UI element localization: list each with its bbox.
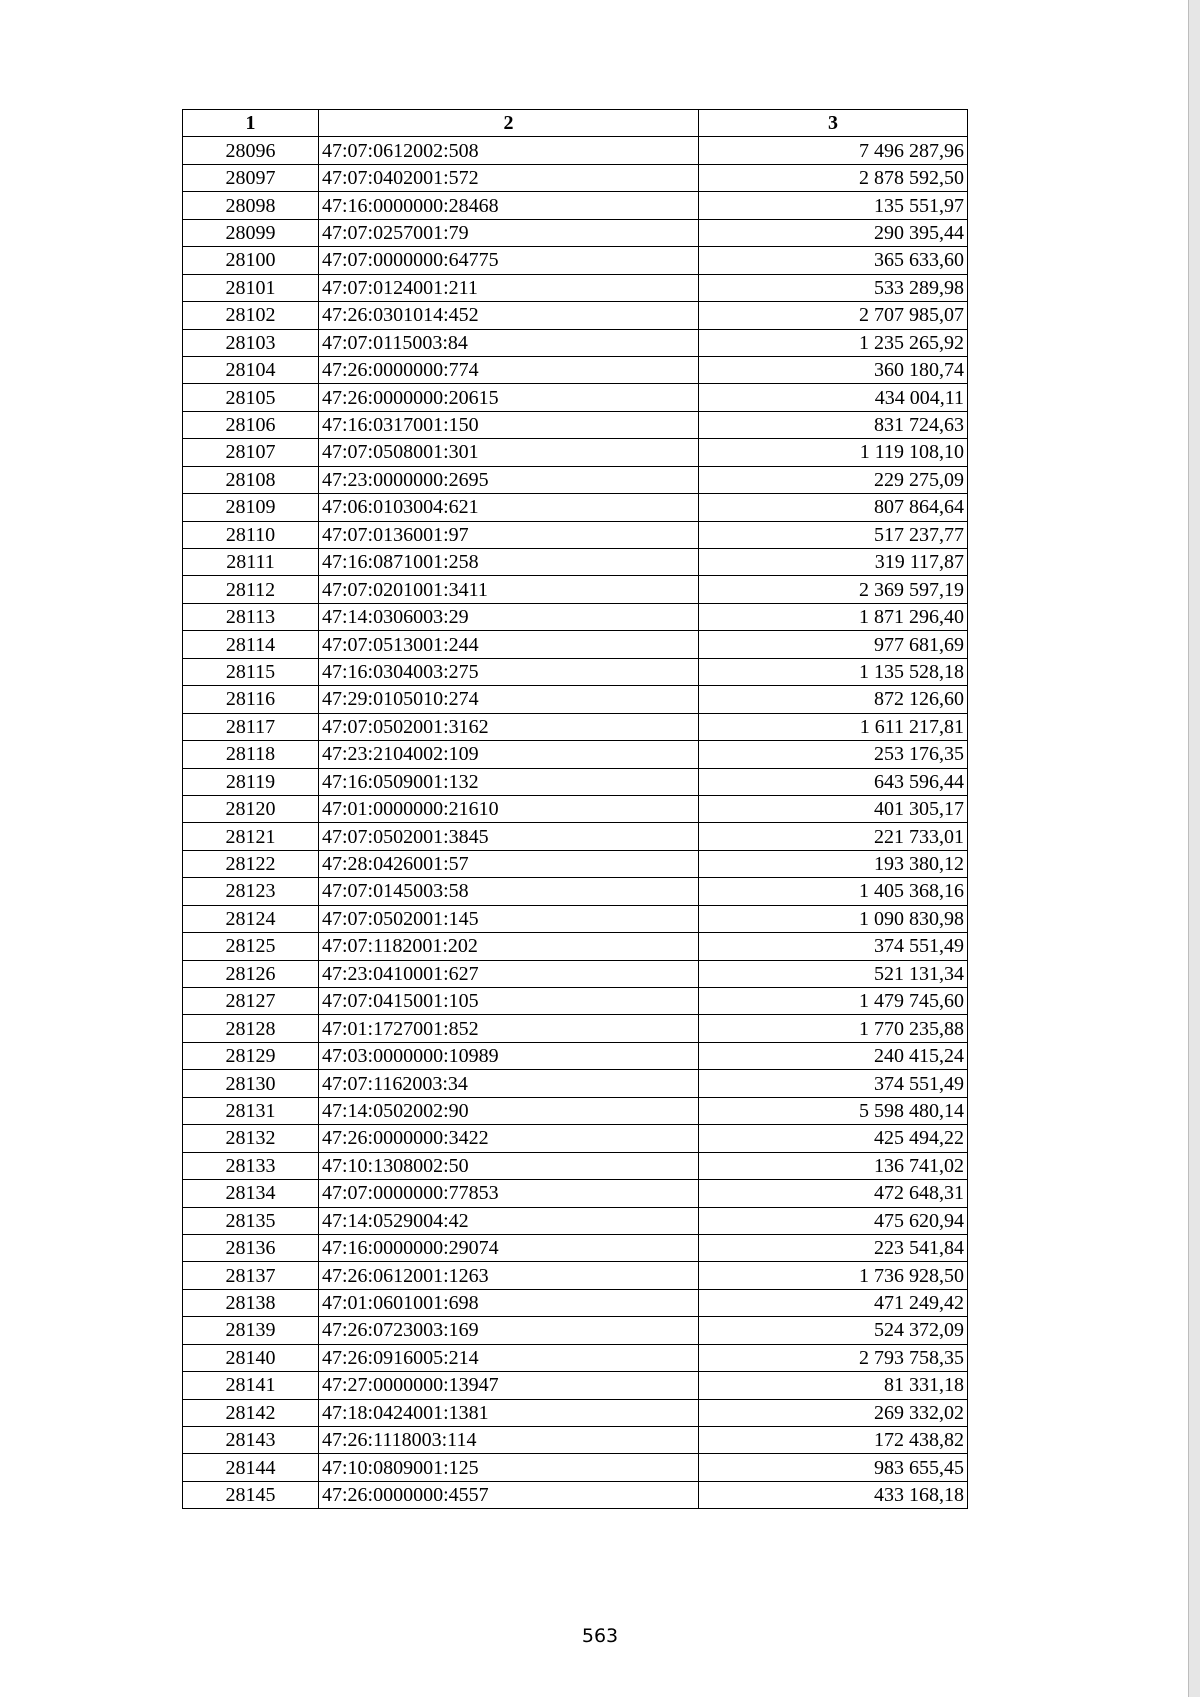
cadastral-number-cell: 47:07:1182001:202 xyxy=(319,933,699,960)
table-row xyxy=(183,1207,968,1234)
value-cell: 360 180,74 xyxy=(699,356,968,383)
row-number-cell: 28100 xyxy=(183,247,319,274)
cadastral-number-cell: 47:26:0301014:452 xyxy=(319,302,699,329)
cadastral-number-cell: 47:29:0105010:274 xyxy=(319,686,699,713)
cadastral-number-cell: 47:07:0000000:77853 xyxy=(319,1180,699,1207)
row-number-cell: 28133 xyxy=(183,1152,319,1179)
table-row xyxy=(183,1042,968,1069)
value-cell: 471 249,42 xyxy=(699,1289,968,1316)
cadastral-number-cell: 47:07:0502001:145 xyxy=(319,905,699,932)
cadastral-number-cell: 47:07:1162003:34 xyxy=(319,1070,699,1097)
table-row xyxy=(183,603,968,630)
row-number-cell: 28138 xyxy=(183,1289,319,1316)
table-row xyxy=(183,1097,968,1124)
row-number-cell: 28098 xyxy=(183,192,319,219)
cadastral-number-cell: 47:16:0304003:275 xyxy=(319,658,699,685)
row-number-cell: 28127 xyxy=(183,988,319,1015)
value-cell: 374 551,49 xyxy=(699,933,968,960)
table-row xyxy=(183,933,968,960)
table-row xyxy=(183,494,968,521)
row-number-cell: 28131 xyxy=(183,1097,319,1124)
value-cell: 434 004,11 xyxy=(699,384,968,411)
value-cell: 136 741,02 xyxy=(699,1152,968,1179)
value-cell: 172 438,82 xyxy=(699,1427,968,1454)
value-cell: 1 770 235,88 xyxy=(699,1015,968,1042)
table-row xyxy=(183,850,968,877)
value-cell: 1 736 928,50 xyxy=(699,1262,968,1289)
value-cell: 319 117,87 xyxy=(699,549,968,576)
value-cell: 1 479 745,60 xyxy=(699,988,968,1015)
row-number-cell: 28111 xyxy=(183,549,319,576)
registry-table xyxy=(182,109,968,1509)
row-number-cell: 28143 xyxy=(183,1427,319,1454)
row-number-cell: 28112 xyxy=(183,576,319,603)
cadastral-number-cell: 47:16:0000000:28468 xyxy=(319,192,699,219)
cadastral-number-cell: 47:07:0513001:244 xyxy=(319,631,699,658)
table-row xyxy=(183,576,968,603)
table-row xyxy=(183,631,968,658)
cadastral-number-cell: 47:07:0502001:3845 xyxy=(319,823,699,850)
value-cell: 983 655,45 xyxy=(699,1454,968,1481)
value-cell: 221 733,01 xyxy=(699,823,968,850)
row-number-cell: 28120 xyxy=(183,795,319,822)
table-row xyxy=(183,1481,968,1508)
cadastral-number-cell: 47:26:0000000:774 xyxy=(319,356,699,383)
value-cell: 1 135 528,18 xyxy=(699,658,968,685)
value-cell: 374 551,49 xyxy=(699,1070,968,1097)
table-row xyxy=(183,1125,968,1152)
value-cell: 472 648,31 xyxy=(699,1180,968,1207)
value-cell: 1 611 217,81 xyxy=(699,713,968,740)
cadastral-number-cell: 47:07:0502001:3162 xyxy=(319,713,699,740)
table-row xyxy=(183,521,968,548)
cadastral-number-cell: 47:07:0508001:301 xyxy=(319,439,699,466)
row-number-cell: 28130 xyxy=(183,1070,319,1097)
row-number-cell: 28137 xyxy=(183,1262,319,1289)
row-number-cell: 28145 xyxy=(183,1481,319,1508)
value-cell: 240 415,24 xyxy=(699,1042,968,1069)
value-cell: 1 871 296,40 xyxy=(699,603,968,630)
value-cell: 524 372,09 xyxy=(699,1317,968,1344)
cadastral-number-cell: 47:16:0509001:132 xyxy=(319,768,699,795)
row-number-cell: 28129 xyxy=(183,1042,319,1069)
row-number-cell: 28136 xyxy=(183,1234,319,1261)
table-row xyxy=(183,713,968,740)
row-number-cell: 28126 xyxy=(183,960,319,987)
cadastral-number-cell: 47:23:0410001:627 xyxy=(319,960,699,987)
table-row xyxy=(183,356,968,383)
row-number-cell: 28105 xyxy=(183,384,319,411)
row-number-cell: 28106 xyxy=(183,411,319,438)
page-number: 563 xyxy=(581,1625,619,1647)
cadastral-number-cell: 47:10:0809001:125 xyxy=(319,1454,699,1481)
cadastral-number-cell: 47:01:1727001:852 xyxy=(319,1015,699,1042)
table-row xyxy=(183,1234,968,1261)
column-header-3: 3 xyxy=(699,110,968,137)
value-cell: 365 633,60 xyxy=(699,247,968,274)
value-cell: 517 237,77 xyxy=(699,521,968,548)
row-number-cell: 28144 xyxy=(183,1454,319,1481)
row-number-cell: 28110 xyxy=(183,521,319,548)
table-row xyxy=(183,439,968,466)
cadastral-number-cell: 47:03:0000000:10989 xyxy=(319,1042,699,1069)
cadastral-number-cell: 47:14:0502002:90 xyxy=(319,1097,699,1124)
row-number-cell: 28139 xyxy=(183,1317,319,1344)
cadastral-number-cell: 47:26:0000000:4557 xyxy=(319,1481,699,1508)
row-number-cell: 28103 xyxy=(183,329,319,356)
table-row xyxy=(183,384,968,411)
cadastral-number-cell: 47:07:0115003:84 xyxy=(319,329,699,356)
value-cell: 1 235 265,92 xyxy=(699,329,968,356)
row-number-cell: 28125 xyxy=(183,933,319,960)
cadastral-number-cell: 47:28:0426001:57 xyxy=(319,850,699,877)
header-row xyxy=(183,110,968,137)
table-row xyxy=(183,549,968,576)
value-cell: 2 707 985,07 xyxy=(699,302,968,329)
value-cell: 81 331,18 xyxy=(699,1372,968,1399)
table-row xyxy=(183,1399,968,1426)
value-cell: 229 275,09 xyxy=(699,466,968,493)
cadastral-number-cell: 47:07:0136001:97 xyxy=(319,521,699,548)
cadastral-number-cell: 47:26:0916005:214 xyxy=(319,1344,699,1371)
cadastral-number-cell: 47:14:0529004:42 xyxy=(319,1207,699,1234)
table-row xyxy=(183,192,968,219)
value-cell: 5 598 480,14 xyxy=(699,1097,968,1124)
cadastral-number-cell: 47:16:0000000:29074 xyxy=(319,1234,699,1261)
cadastral-number-cell: 47:26:0612001:1263 xyxy=(319,1262,699,1289)
table-row xyxy=(183,302,968,329)
row-number-cell: 28097 xyxy=(183,164,319,191)
row-number-cell: 28118 xyxy=(183,741,319,768)
cadastral-number-cell: 47:07:0415001:105 xyxy=(319,988,699,1015)
cadastral-number-cell: 47:10:1308002:50 xyxy=(319,1152,699,1179)
cadastral-number-cell: 47:07:0145003:58 xyxy=(319,878,699,905)
table-body xyxy=(183,137,968,1509)
cadastral-number-cell: 47:07:0257001:79 xyxy=(319,219,699,246)
row-number-cell: 28108 xyxy=(183,466,319,493)
cadastral-number-cell: 47:14:0306003:29 xyxy=(319,603,699,630)
table-row xyxy=(183,795,968,822)
table-row xyxy=(183,823,968,850)
row-number-cell: 28099 xyxy=(183,219,319,246)
page-edge-scrollbar xyxy=(1188,0,1200,1697)
table-row xyxy=(183,905,968,932)
table-row xyxy=(183,878,968,905)
cadastral-number-cell: 47:07:0201001:3411 xyxy=(319,576,699,603)
table-row xyxy=(183,1317,968,1344)
row-number-cell: 28142 xyxy=(183,1399,319,1426)
table-row xyxy=(183,741,968,768)
table-row xyxy=(183,768,968,795)
row-number-cell: 28128 xyxy=(183,1015,319,1042)
value-cell: 223 541,84 xyxy=(699,1234,968,1261)
table-row xyxy=(183,1070,968,1097)
cadastral-number-cell: 47:26:1118003:114 xyxy=(319,1427,699,1454)
cadastral-number-cell: 47:07:0000000:64775 xyxy=(319,247,699,274)
cadastral-number-cell: 47:07:0124001:211 xyxy=(319,274,699,301)
table-row xyxy=(183,466,968,493)
value-cell: 401 305,17 xyxy=(699,795,968,822)
table-row xyxy=(183,1180,968,1207)
row-number-cell: 28119 xyxy=(183,768,319,795)
row-number-cell: 28101 xyxy=(183,274,319,301)
table-row xyxy=(183,164,968,191)
row-number-cell: 28122 xyxy=(183,850,319,877)
cadastral-number-cell: 47:26:0000000:20615 xyxy=(319,384,699,411)
row-number-cell: 28104 xyxy=(183,356,319,383)
cadastral-number-cell: 47:01:0000000:21610 xyxy=(319,795,699,822)
row-number-cell: 28116 xyxy=(183,686,319,713)
table-row xyxy=(183,137,968,164)
value-cell: 7 496 287,96 xyxy=(699,137,968,164)
value-cell: 193 380,12 xyxy=(699,850,968,877)
cadastral-number-cell: 47:23:0000000:2695 xyxy=(319,466,699,493)
value-cell: 2 878 592,50 xyxy=(699,164,968,191)
value-cell: 643 596,44 xyxy=(699,768,968,795)
row-number-cell: 28115 xyxy=(183,658,319,685)
cadastral-number-cell: 47:06:0103004:621 xyxy=(319,494,699,521)
table-row xyxy=(183,686,968,713)
table-row xyxy=(183,1344,968,1371)
table-row xyxy=(183,219,968,246)
column-header-1: 1 xyxy=(183,110,319,137)
cadastral-number-cell: 47:16:0317001:150 xyxy=(319,411,699,438)
value-cell: 135 551,97 xyxy=(699,192,968,219)
row-number-cell: 28134 xyxy=(183,1180,319,1207)
value-cell: 433 168,18 xyxy=(699,1481,968,1508)
value-cell: 269 332,02 xyxy=(699,1399,968,1426)
value-cell: 533 289,98 xyxy=(699,274,968,301)
table-row xyxy=(183,1289,968,1316)
table-row xyxy=(183,1015,968,1042)
cadastral-number-cell: 47:27:0000000:13947 xyxy=(319,1372,699,1399)
cadastral-number-cell: 47:26:0723003:169 xyxy=(319,1317,699,1344)
cadastral-number-cell: 47:26:0000000:3422 xyxy=(319,1125,699,1152)
row-number-cell: 28135 xyxy=(183,1207,319,1234)
row-number-cell: 28141 xyxy=(183,1372,319,1399)
value-cell: 2 793 758,35 xyxy=(699,1344,968,1371)
value-cell: 831 724,63 xyxy=(699,411,968,438)
row-number-cell: 28107 xyxy=(183,439,319,466)
cadastral-number-cell: 47:07:0612002:508 xyxy=(319,137,699,164)
value-cell: 425 494,22 xyxy=(699,1125,968,1152)
value-cell: 290 395,44 xyxy=(699,219,968,246)
table-row xyxy=(183,1372,968,1399)
table-row xyxy=(183,988,968,1015)
row-number-cell: 28132 xyxy=(183,1125,319,1152)
value-cell: 807 864,64 xyxy=(699,494,968,521)
value-cell: 521 131,34 xyxy=(699,960,968,987)
row-number-cell: 28123 xyxy=(183,878,319,905)
row-number-cell: 28124 xyxy=(183,905,319,932)
row-number-cell: 28096 xyxy=(183,137,319,164)
table-row xyxy=(183,1427,968,1454)
value-cell: 872 126,60 xyxy=(699,686,968,713)
row-number-cell: 28113 xyxy=(183,603,319,630)
value-cell: 475 620,94 xyxy=(699,1207,968,1234)
cadastral-number-cell: 47:16:0871001:258 xyxy=(319,549,699,576)
cadastral-number-cell: 47:07:0402001:572 xyxy=(319,164,699,191)
table-row xyxy=(183,411,968,438)
cadastral-number-cell: 47:18:0424001:1381 xyxy=(319,1399,699,1426)
cadastral-number-cell: 47:23:2104002:109 xyxy=(319,741,699,768)
table-row xyxy=(183,247,968,274)
value-cell: 2 369 597,19 xyxy=(699,576,968,603)
value-cell: 1 405 368,16 xyxy=(699,878,968,905)
table-row xyxy=(183,329,968,356)
row-number-cell: 28121 xyxy=(183,823,319,850)
table-row xyxy=(183,1262,968,1289)
table-row xyxy=(183,1454,968,1481)
table-row xyxy=(183,1152,968,1179)
table-row xyxy=(183,658,968,685)
row-number-cell: 28114 xyxy=(183,631,319,658)
table-row xyxy=(183,274,968,301)
table-row xyxy=(183,960,968,987)
value-cell: 253 176,35 xyxy=(699,741,968,768)
value-cell: 1 090 830,98 xyxy=(699,905,968,932)
row-number-cell: 28140 xyxy=(183,1344,319,1371)
row-number-cell: 28117 xyxy=(183,713,319,740)
column-header-2: 2 xyxy=(319,110,699,137)
cadastral-number-cell: 47:01:0601001:698 xyxy=(319,1289,699,1316)
row-number-cell: 28102 xyxy=(183,302,319,329)
value-cell: 977 681,69 xyxy=(699,631,968,658)
value-cell: 1 119 108,10 xyxy=(699,439,968,466)
row-number-cell: 28109 xyxy=(183,494,319,521)
